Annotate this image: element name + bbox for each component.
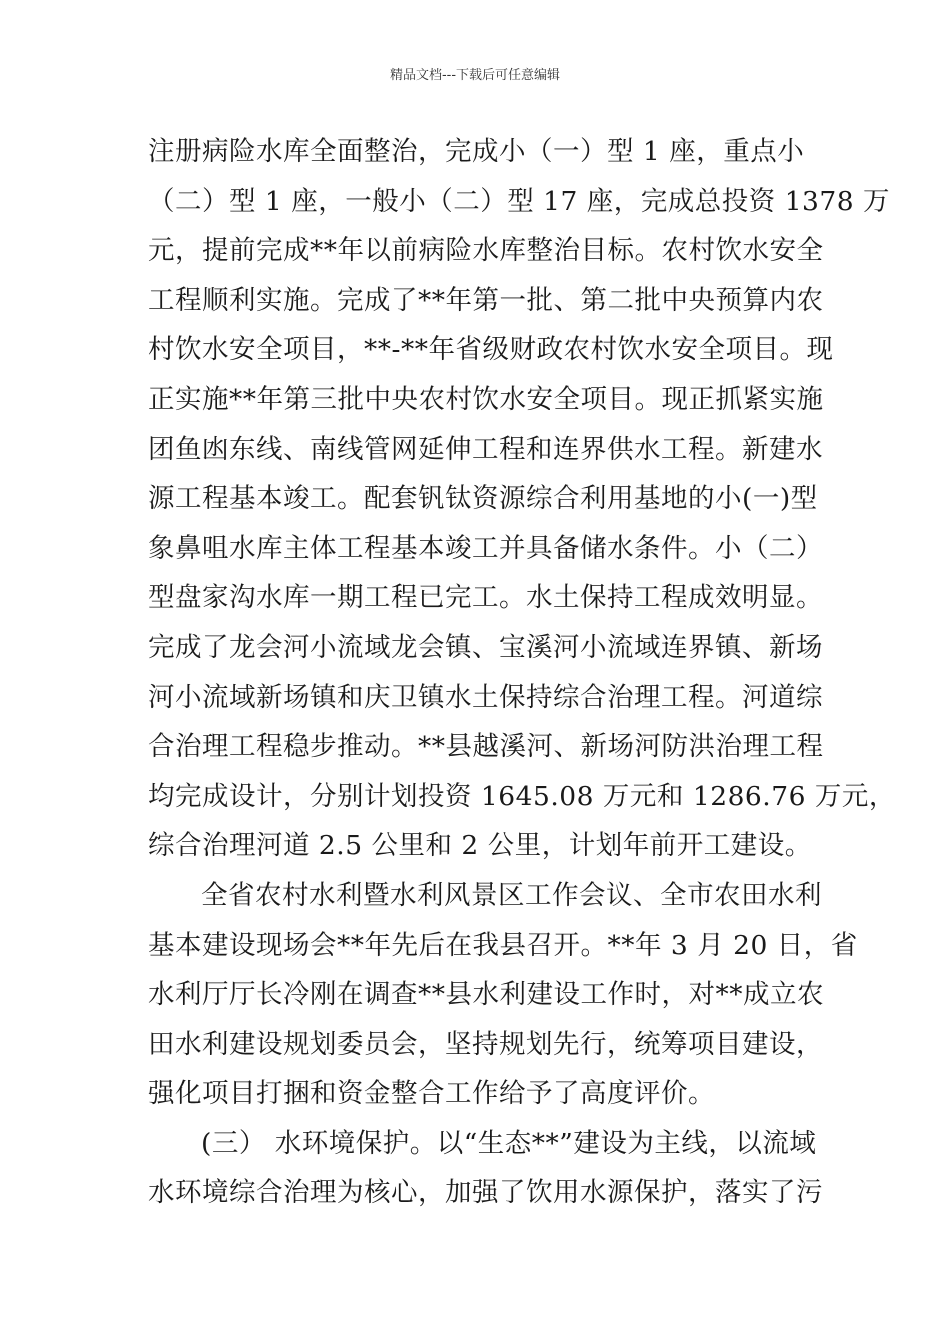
text-line: 全省农村水利暨水利风景区工作会议、全市农田水利: [201, 879, 822, 911]
text-line: 象鼻咀水库主体工程基本竣工并具备储水条件。小（二）: [148, 532, 823, 564]
text-line: 注册病险水库全面整治，完成小（一）型 1 座，重点小: [148, 136, 805, 167]
page-header: 精品文档---下载后可任意编辑: [389, 68, 561, 83]
text-line: 综合治理河道 2.5 公里和 2 公里，计划年前开工建设。: [148, 830, 812, 862]
text-line: 基本建设现场会**年先后在我县召开。**年 3 月 20 日，省: [148, 929, 858, 961]
text-line: 合治理工程稳步推动。**县越溪河、新场河防洪治理工程: [148, 731, 824, 763]
paragraph-water-environment: [148, 1119, 823, 1218]
document-body: [148, 127, 896, 1218]
text-line: 水利厅厅长冷刚在调查**县水利建设工作时，对**成立农: [148, 979, 824, 1011]
text-line: 源工程基本竣工。配套钒钛资源综合利用基地的小(一)型: [148, 483, 818, 515]
text-line: 工程顺利实施。完成了**年第一批、第二批中央预算内农: [148, 284, 824, 316]
text-line: 水环境综合治理为核心，加强了饮用水源保护，落实了污: [148, 1177, 823, 1209]
text-line: 村饮水安全项目，**-**年省级财政农村饮水安全项目。现: [148, 334, 834, 366]
text-line: 元，提前完成**年以前病险水库整治目标。农村饮水安全: [148, 235, 824, 267]
paragraph-conference: [148, 871, 858, 1119]
text-line: 强化项目打捆和资金整合工作给予了高度评价。: [148, 1078, 715, 1110]
text-line: 团鱼凼东线、南线管网延伸工程和连界供水工程。新建水: [148, 433, 823, 465]
text-line: （二）型 1 座，一般小（二）型 17 座，完成总投资 1378 万: [148, 185, 891, 217]
text-line: 田水利建设规划委员会，坚持规划先行，统筹项目建设，: [148, 1028, 823, 1060]
text-line: 型盘家沟水库一期工程已完工。水土保持工程成效明显。: [148, 582, 823, 614]
text-line: 完成了龙会河小流域龙会镇、宝溪河小流域连界镇、新场: [148, 631, 823, 663]
text-line: 河小流域新场镇和庆卫镇水土保持综合治理工程。河道综: [148, 681, 823, 713]
text-line: 均完成设计，分别计划投资 1645.08 万元和 1286.76 万元，: [148, 780, 896, 812]
paragraph-reservoir-works: [148, 127, 896, 871]
text-line: (三） 水环境保护。以“生态**”建设为主线，以流域: [201, 1127, 817, 1159]
text-line: 正实施**年第三批中央农村饮水安全项目。现正抓紧实施: [148, 383, 824, 415]
